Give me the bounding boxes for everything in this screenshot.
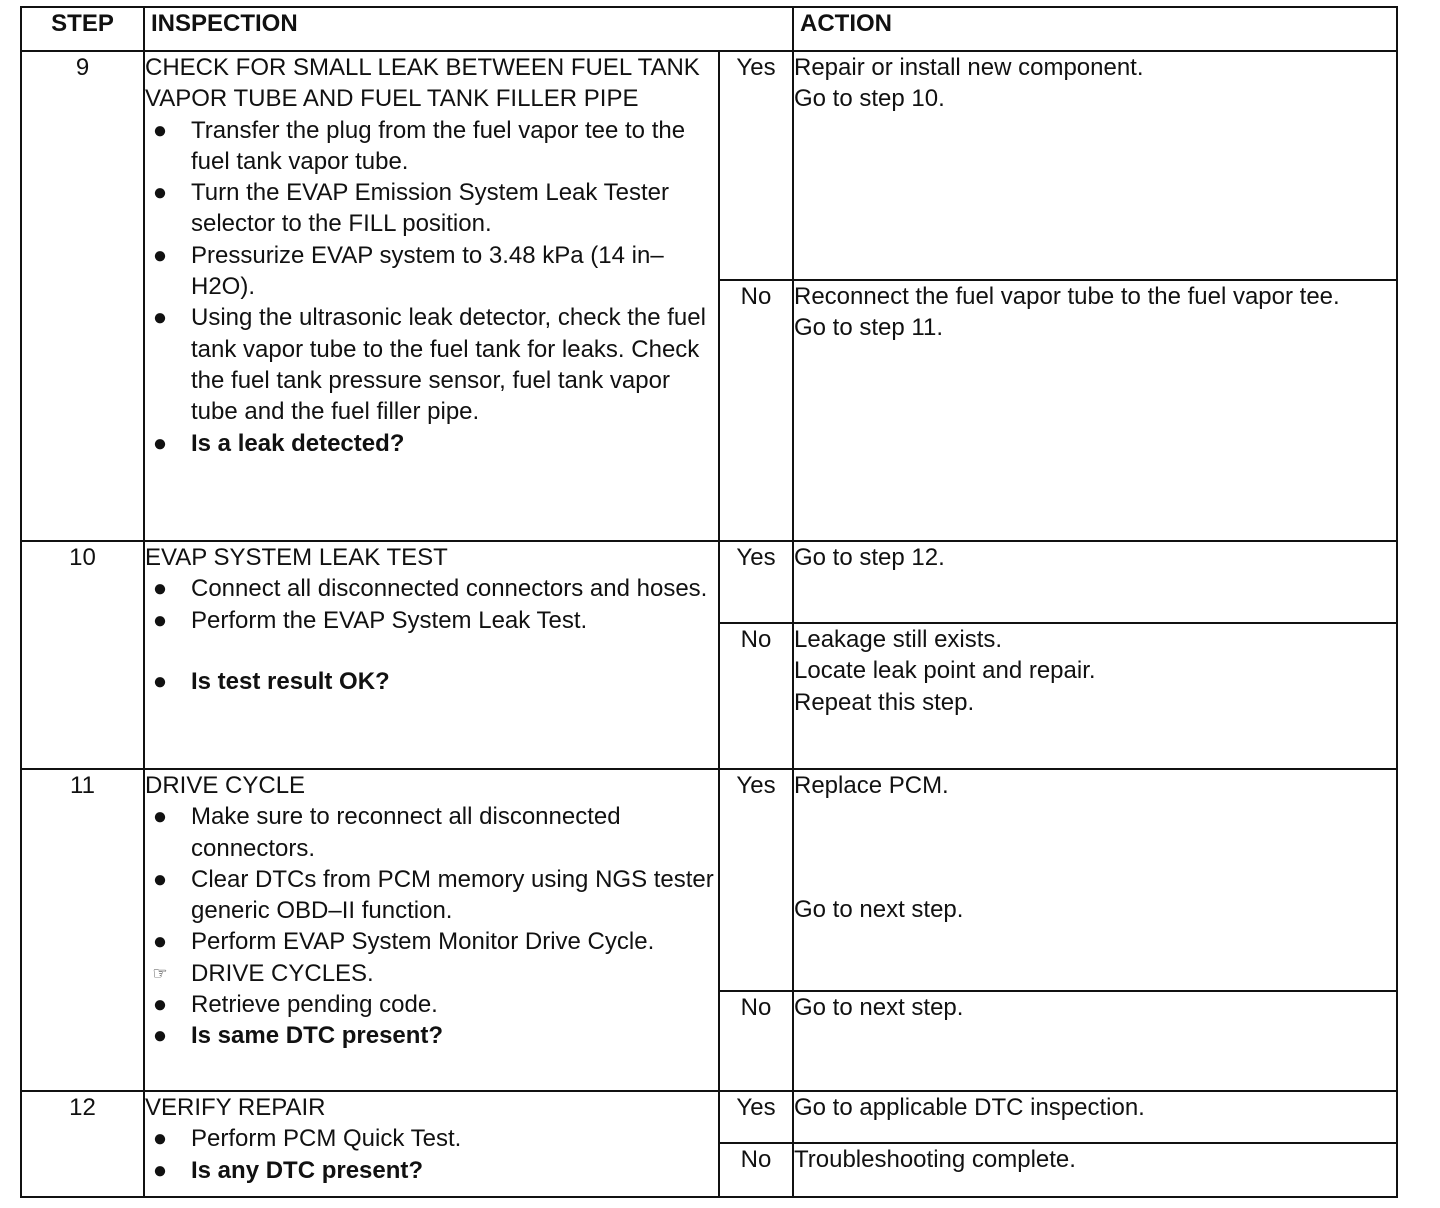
yes-label: Yes xyxy=(719,769,793,991)
inspection-bullets xyxy=(145,801,718,1051)
yes-action: Replace PCM. Go to next step. xyxy=(793,769,1397,991)
no-label: No xyxy=(719,1143,793,1197)
bullet-icon: ● xyxy=(152,241,168,269)
inspection-cell xyxy=(144,769,719,1091)
yes-label: Yes xyxy=(719,541,793,623)
action-column-header: ACTION xyxy=(793,7,1397,51)
question-item: ● Is any DTC present? xyxy=(145,1155,718,1186)
step-11-yes-row xyxy=(21,769,1397,991)
list-item: ● Pressurize EVAP system to 3.48 kPa (14 in–H2O). xyxy=(145,240,718,303)
bullet-icon: ● xyxy=(152,1156,168,1184)
step-number: 11 xyxy=(21,769,144,1091)
list-item: ● Transfer the plug from the fuel vapor tee to the fuel tank vapor tube. xyxy=(145,115,718,178)
inspection-title: EVAP SYSTEM LEAK TEST xyxy=(145,544,448,571)
bullet-icon: ● xyxy=(152,928,168,956)
inspection-title: CHECK FOR SMALL LEAK BETWEEN FUEL TANK VAPOR TUBE AND FUEL TANK FILLER PIPE xyxy=(145,54,700,113)
list-item: ● Retrieve pending code. xyxy=(145,989,718,1020)
bullet-icon: ● xyxy=(152,667,168,695)
no-action: Leakage still exists. Locate leak point and repair. Repeat this step. xyxy=(793,623,1397,769)
bullet-icon: ● xyxy=(152,179,168,207)
yes-label: Yes xyxy=(719,51,793,280)
spacer xyxy=(145,636,718,666)
inspection-bullets xyxy=(145,573,718,697)
list-item: ● Clear DTCs from PCM memory using NGS tester generic OBD–II function. xyxy=(145,864,718,927)
inspection-bullets xyxy=(145,1123,718,1186)
yes-label: Yes xyxy=(719,1091,793,1143)
bullet-icon: ● xyxy=(152,116,168,144)
inspection-bullets xyxy=(145,115,718,459)
inspection-cell xyxy=(144,1091,719,1197)
list-item: ● Make sure to reconnect all disconnected connectors. xyxy=(145,801,718,864)
yes-action: Go to step 12. xyxy=(793,541,1397,623)
no-label: No xyxy=(719,623,793,769)
bullet-icon: ● xyxy=(152,304,168,332)
yes-action: Repair or install new component. Go to step 10. xyxy=(793,51,1397,280)
inspection-title: VERIFY REPAIR xyxy=(145,1094,326,1121)
list-item: ● Perform EVAP System Monitor Drive Cycle. xyxy=(145,926,718,957)
bullet-icon: ● xyxy=(152,429,168,457)
pointing-hand-icon: ☞ xyxy=(152,963,168,983)
header-row xyxy=(21,7,1397,51)
no-action: Troubleshooting complete. xyxy=(793,1143,1397,1197)
bullet-icon: ● xyxy=(152,865,168,893)
no-action: Go to next step. xyxy=(793,991,1397,1091)
step-column-header: STEP xyxy=(21,7,144,51)
step-9-yes-row xyxy=(21,51,1397,280)
list-item: ● Perform PCM Quick Test. xyxy=(145,1123,718,1154)
inspection-cell xyxy=(144,541,719,769)
inspection-cell xyxy=(144,51,719,541)
bullet-icon: ● xyxy=(152,1022,168,1050)
reference-item: ☞ DRIVE CYCLES. xyxy=(145,958,718,989)
question-item: ● Is same DTC present? xyxy=(145,1020,718,1051)
step-number: 9 xyxy=(21,51,144,541)
step-number: 12 xyxy=(21,1091,144,1197)
step-12-yes-row xyxy=(21,1091,1397,1143)
bullet-icon: ● xyxy=(152,606,168,634)
no-action: Reconnect the fuel vapor tube to the fuel vapor tee. Go to step 11. xyxy=(793,280,1397,541)
step-number: 10 xyxy=(21,541,144,769)
question-item: ● Is test result OK? xyxy=(145,666,718,697)
no-label: No xyxy=(719,991,793,1091)
bullet-icon: ● xyxy=(152,991,168,1019)
bullet-icon: ● xyxy=(152,803,168,831)
step-10-yes-row xyxy=(21,541,1397,623)
bullet-icon: ● xyxy=(152,1125,168,1153)
yes-action: Go to applicable DTC inspection. xyxy=(793,1091,1397,1143)
diagnostic-table xyxy=(20,6,1398,1198)
list-item: ● Connect all disconnected connectors and hoses. xyxy=(145,573,718,604)
list-item: ● Using the ultrasonic leak detector, check the fuel tank vapor tube to the fuel tank for leaks. Check the fuel tank pressure sensor, fuel tank vapor tube and the fuel filler pipe. xyxy=(145,302,718,427)
list-item: ● Turn the EVAP Emission System Leak Tester selector to the FILL position. xyxy=(145,177,718,240)
bullet-icon: ● xyxy=(152,575,168,603)
inspection-column-header: INSPECTION xyxy=(144,7,793,51)
list-item: ● Perform the EVAP System Leak Test. xyxy=(145,605,718,636)
question-item: ● Is a leak detected? xyxy=(145,428,718,459)
no-label: No xyxy=(719,280,793,541)
inspection-title: DRIVE CYCLE xyxy=(145,772,306,799)
